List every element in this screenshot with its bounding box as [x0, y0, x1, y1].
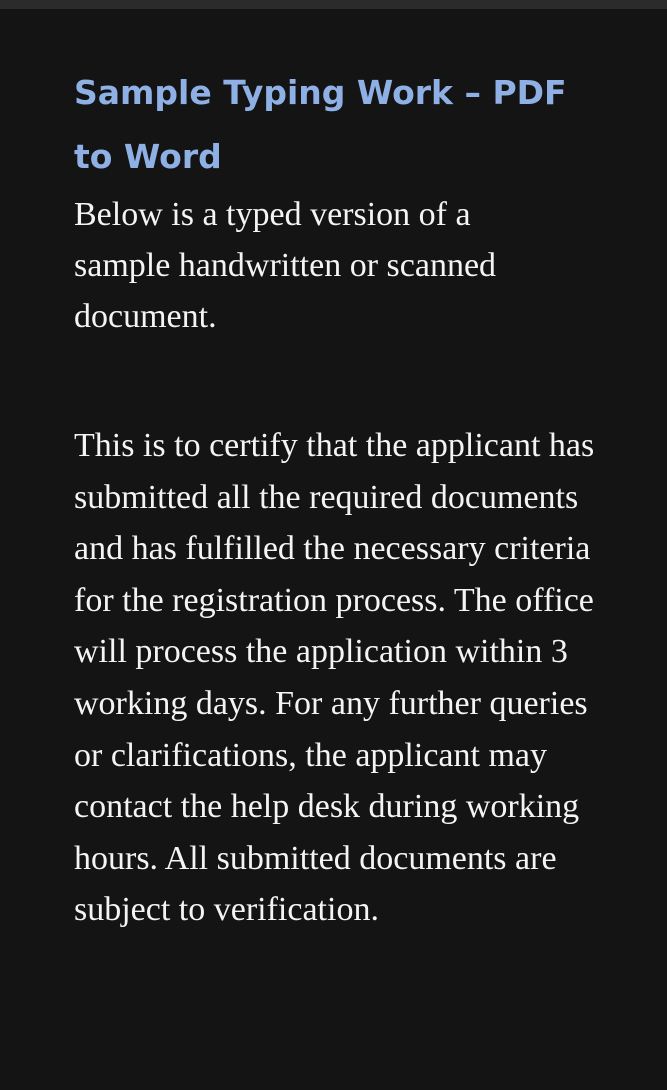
intro-paragraph: Below is a typed version of a sample handwritten or scanned document. [74, 196, 497, 335]
document-content [74, 61, 614, 936]
document-page [0, 9, 667, 1090]
top-strip [0, 0, 667, 9]
certificate-paragraph: This is to certify that the applicant has submitted all the required documents and has fulfilled the necessary criteria for the registration process. The office will process the application within 3 working days. For any further queries or clarifications, the applicant may contact the help desk during working hours. All submitted documents are subject to verification. [74, 427, 595, 929]
document-title: Sample Typing Work – PDF to Word [74, 73, 567, 176]
